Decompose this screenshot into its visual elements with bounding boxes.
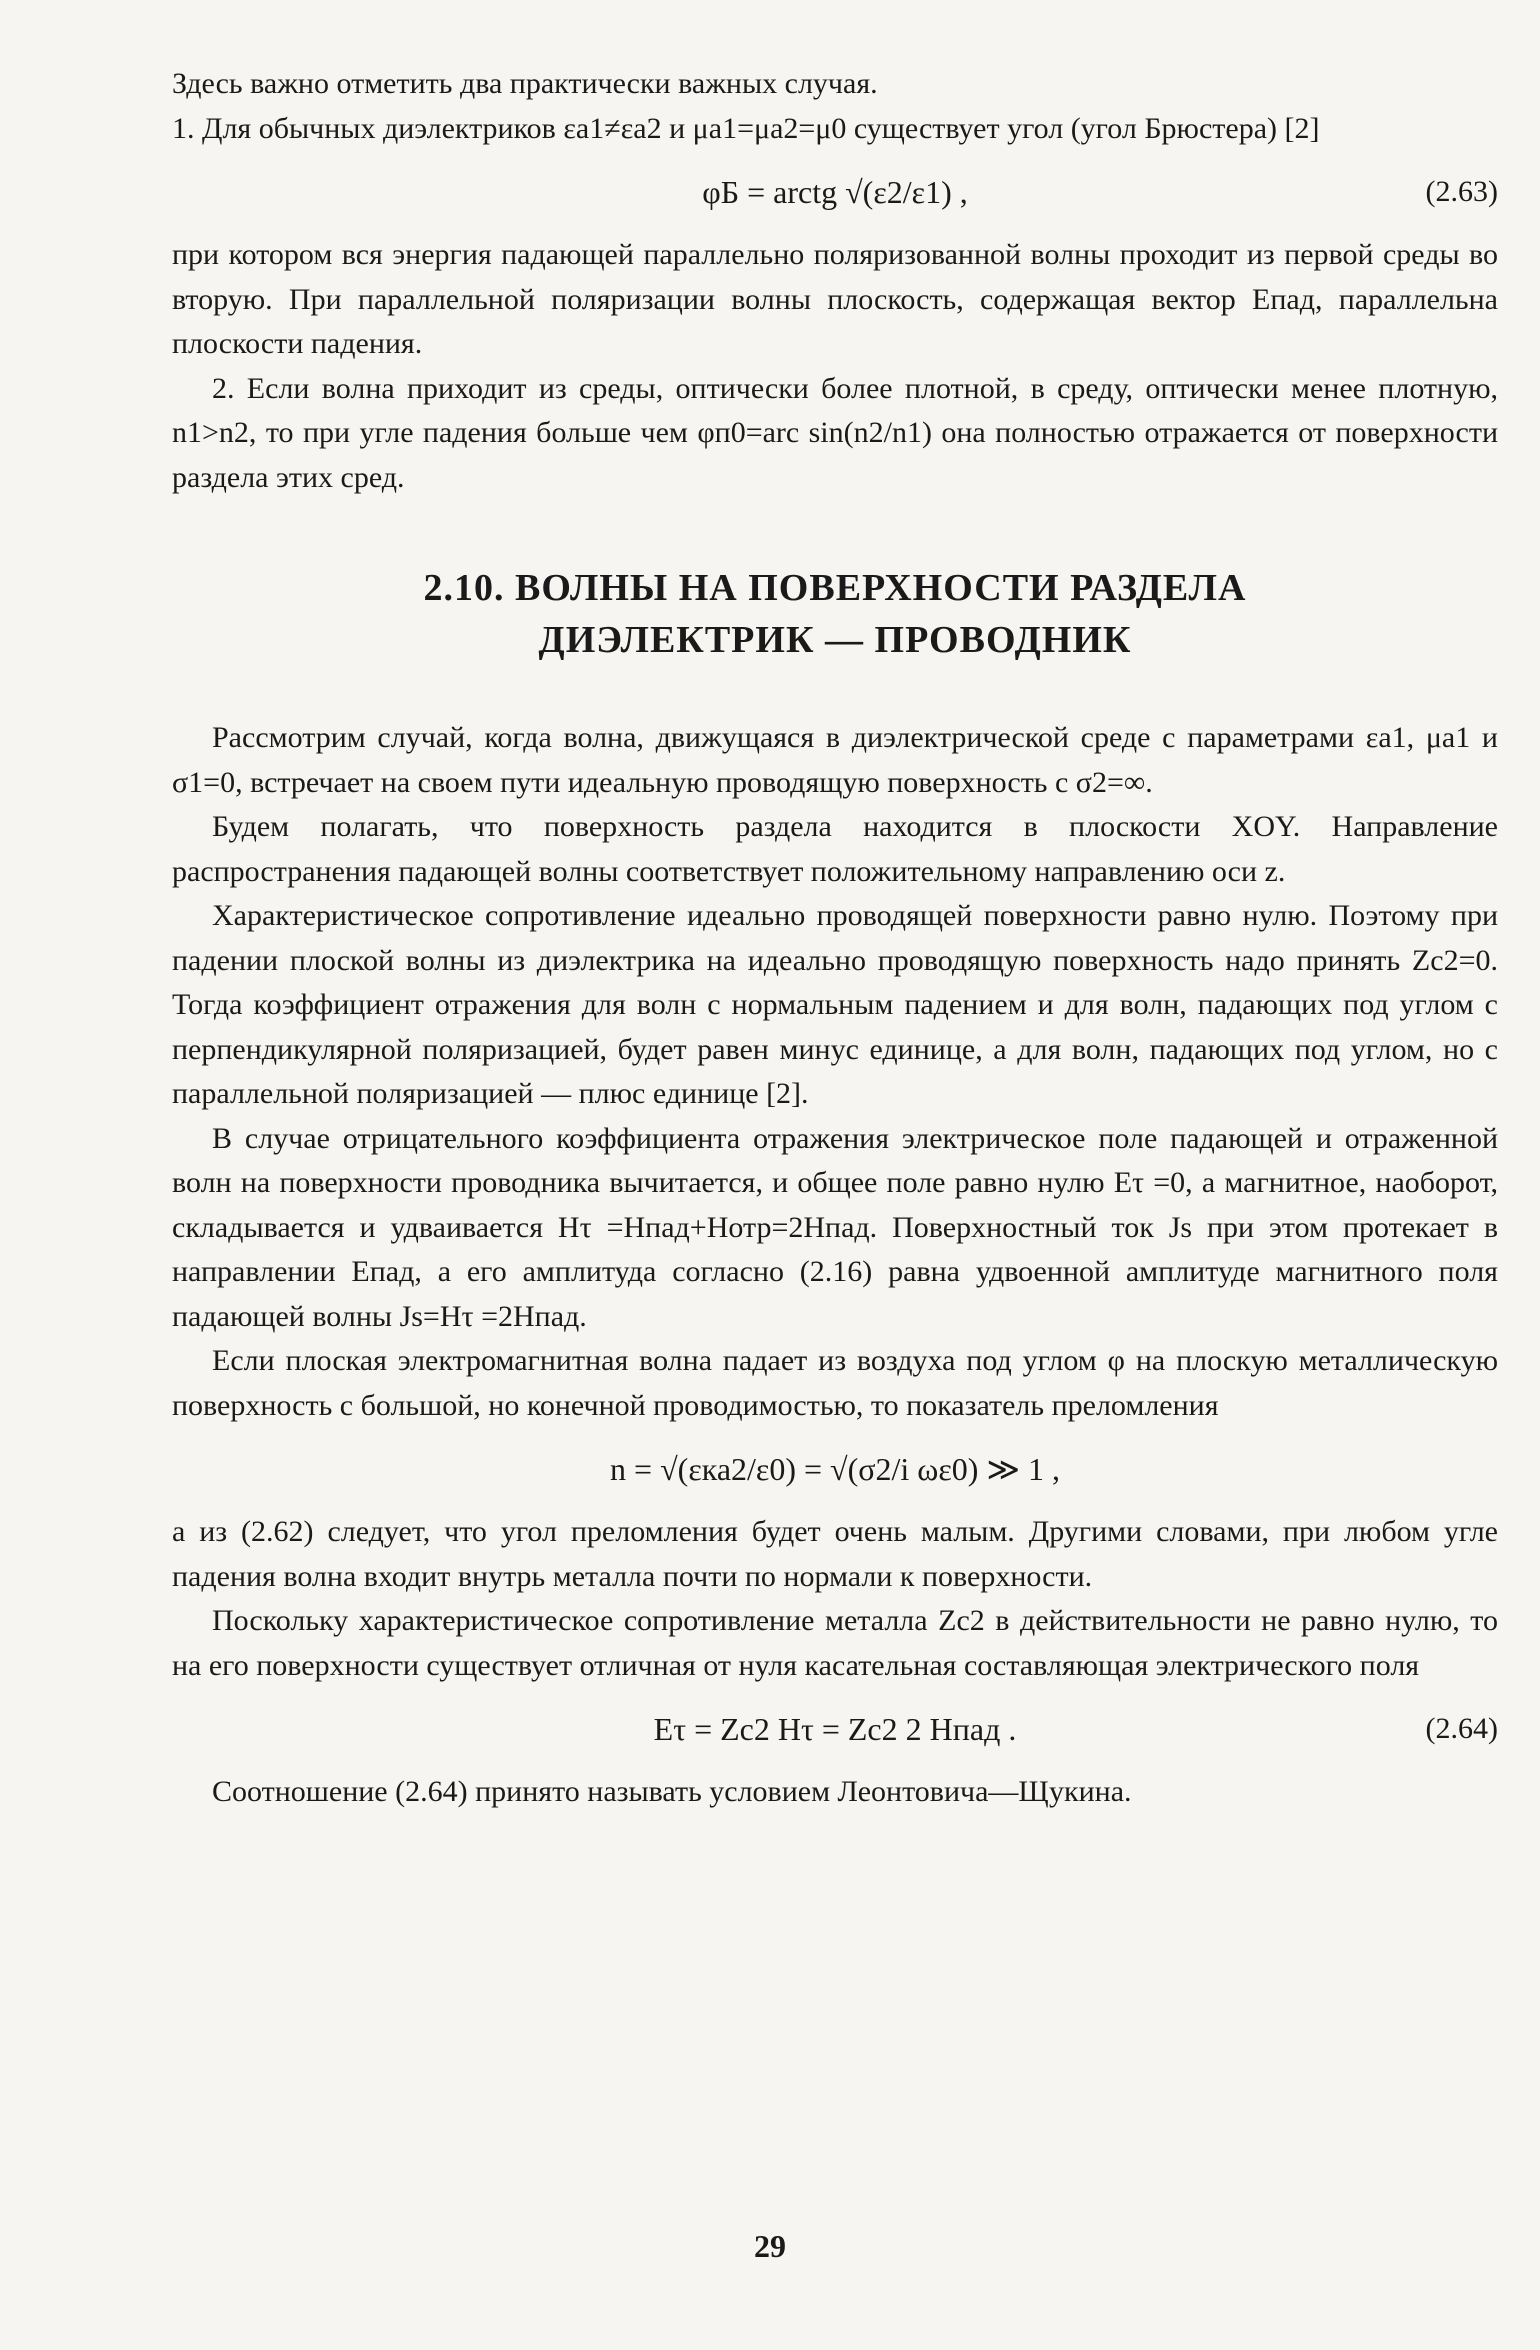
equation-2-64-formula: Eτ = Zc2 Hτ = Zc2 2 Hпад . (653, 1711, 1017, 1747)
equation-2-63 (172, 165, 1498, 219)
paragraph-8: Соотношение (2.64) принято называть условием Леонтовича—Щукина. (212, 1775, 1132, 1808)
page-number: 29 (754, 2228, 786, 2264)
section-heading-line-1: 2.10. ВОЛНЫ НА ПОВЕРХНОСТИ РАЗДЕЛА (423, 567, 1247, 609)
paragraph-2: Будем полагать, что поверхность раздела находится в плоскости XOY. Направление распространения падающей волны соответствует положительному направлению оси z. (172, 810, 1498, 888)
equation-2-63-formula: φБ = arctg √(ε2/ε1) , (702, 174, 968, 210)
paragraph-6: а из (2.62) следует, что угол преломления будет очень малым. Другими словами, при любом угле падения волна входит внутрь металла почти по нормали к поверхности. (172, 1515, 1498, 1593)
case-2-text: 2. Если волна приходит из среды, оптически более плотной, в среду, оптически менее плотную, n1>n2, то при угле падения больше чем φп0=arc sin(n2/n1) она полностью отражается от поверхности раздела этих сред. (172, 371, 1498, 494)
section-heading-line-2: ДИЭЛЕКТРИК — ПРОВОДНИК (538, 619, 1132, 661)
equation-2-63-number: (2.63) (1425, 175, 1498, 208)
paragraph-3: Характеристическое сопротивление идеально проводящей поверхности равно нулю. Поэтому при падении плоской волны из диэлектрика на идеально проводящую поверхность надо принять Zc2=0. Тогда коэффициент отражения для волн с нормальным падением и для волн, падающих под углом с перпендикулярной поляризацией, будет равен минус единице, а для волн, падающих под углом, но с параллельной поляризацией — плюс единице [2]. (172, 899, 1498, 1110)
case-1-text: 1. Для обычных диэлектриков εa1≠εa2 и μa1=μa2=μ0 существует угол (угол Брюстера) [2] (172, 111, 1320, 145)
paragraph-1: Рассмотрим случай, когда волна, движущаяся в диэлектрической среде с параметрами εa1, μa1 и σ1=0, встречает на своем пути идеальную проводящую поверхность с σ2=∞. (172, 721, 1498, 799)
paragraph-7: Поскольку характеристическое сопротивление металла Zc2 в действительности не равно нулю, то на его поверхности существует отличная от нуля касательная составляющая электрического поля (172, 1604, 1498, 1682)
equation-2-64-number: (2.64) (1425, 1712, 1498, 1745)
intro-text: Здесь важно отметить два практически важных случая. (172, 67, 878, 100)
paragraph-4: В случае отрицательного коэффициента отражения электрическое поле падающей и отраженной волн на поверхности проводника вычитается, и общее поле равно нулю Eτ =0, а магнитное, наоборот, складывается и удваивается Hτ =Hпад+Hотр=2Hпад. Поверхностный ток Js при этом протекает в направлении Eпад, а его амплитуда согласно (2.16) равна удвоенной амплитуде магнитного поля падающей волны Js=Hτ =2Hпад. (172, 1121, 1498, 1333)
equation-refractive-index-formula: n = √(εка2/ε0) = √(σ2/i ωε0) ≫ 1 , (610, 1451, 1060, 1487)
section-heading (172, 562, 1498, 666)
equation-refractive-index (172, 1442, 1498, 1496)
equation-2-64 (172, 1702, 1498, 1756)
case-1-continuation: при котором вся энергия падающей параллельно поляризованной волны проходит из первой среды во вторую. При параллельной поляризации волны плоскость, содержащая вектор Eпад, параллельна плоскости падения. (172, 238, 1498, 360)
paragraph-5: Если плоская электромагнитная волна падает из воздуха под углом φ на плоскую металлическую поверхность с большой, но конечной проводимостью, то показатель преломления (172, 1344, 1498, 1422)
